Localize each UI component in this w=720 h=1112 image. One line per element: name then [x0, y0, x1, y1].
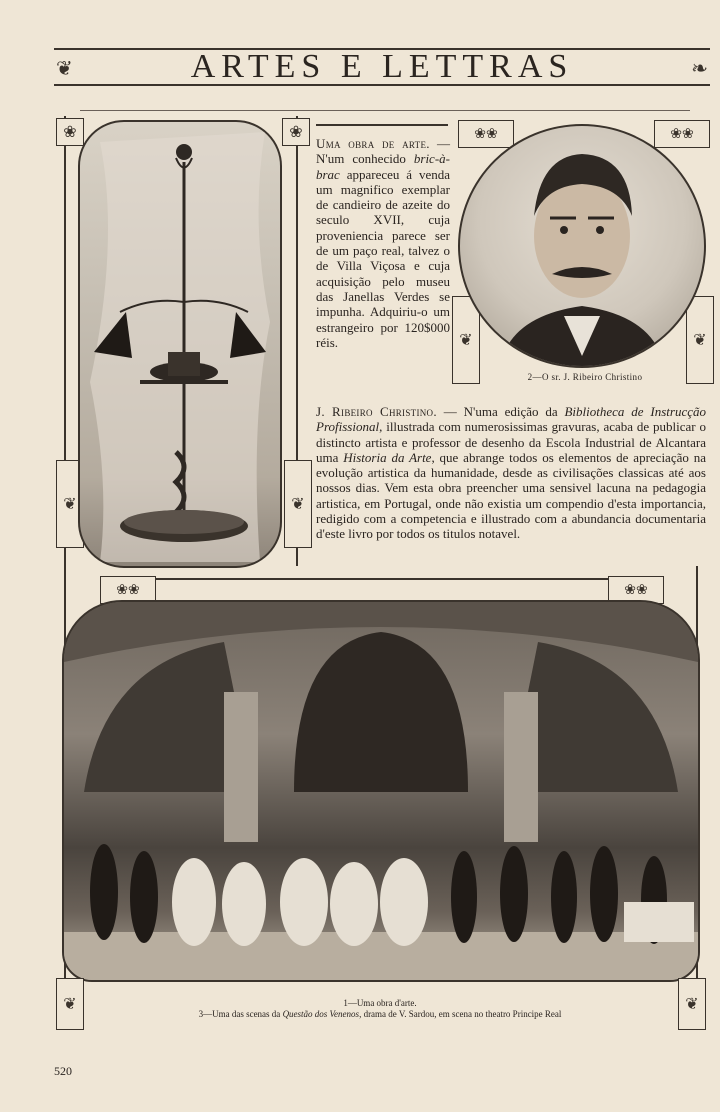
- article-body: appareceu á venda um magnifico exemplar de candieiro de azeite do seculo XVII, cuja proveniencia parece ser de um paço real, talvez o de Villa Viçosa e cuja acquisição pelo museu das Janellas Verdes se impunha. Adquiriu-o um estrangeiro por 120$000 réis.: [316, 166, 450, 350]
- caption-text: , drama de V. Sardou, em scena no theatro Principe Real: [359, 1009, 562, 1019]
- caption-text: 3—Uma das scenas da: [198, 1009, 283, 1019]
- theatre-stage-illustration: [64, 602, 698, 980]
- masthead-decorative-band: [80, 84, 690, 111]
- portrait-photograph: [458, 124, 706, 368]
- corner-ornament-icon: ❀❀: [608, 576, 664, 604]
- portrait-illustration: [460, 126, 704, 366]
- side-ornament-icon: ❦: [686, 296, 714, 384]
- lamp-photograph: [78, 120, 282, 568]
- corner-ornament-icon: ❀❀: [654, 120, 710, 148]
- article-body: — N'uma edição da: [436, 404, 565, 419]
- frame-rule-top: [100, 578, 660, 580]
- caption-play-title: Questão dos Venenos: [282, 1009, 360, 1019]
- article-body-italic: Bibliotheca de Instrucção Profissional: [316, 404, 706, 435]
- side-ornament-icon: ❦: [678, 978, 706, 1030]
- page-number: 520: [54, 1064, 72, 1078]
- theatre-scene-photograph: [62, 600, 700, 982]
- article-heading: Uma obra de arte.: [316, 136, 430, 151]
- portrait-caption: 2—O sr. J. Ribeiro Christino: [527, 372, 643, 382]
- corner-ornament-icon: ❀: [56, 118, 84, 146]
- side-ornament-icon: ❦: [284, 460, 312, 548]
- article-body: , illustrada com numerosissimas gravuras, acaba de publicar o distincto artista e professor de desenho da Escola Industrial de Alcantara uma: [316, 419, 706, 465]
- article-body: , que abrange todos os elementos de apreciação na evolução artistica da humanidade, desde as civilisações classicas até aos nossos dias. Vem esta obra preencher uma sensivel lacuna na pedagogia artistica, em Portugal, onde não existia um compendio d'esta importancia, redigido com a competencia e illustrado com a abundancia documentaria d'este livro por todos os titulos notavel.: [316, 449, 706, 542]
- scroll-ornament-right-icon: ❧: [691, 58, 708, 80]
- article-body-italic: bric-à-brac: [316, 151, 450, 182]
- scroll-ornament-left-icon: ❦: [56, 58, 73, 80]
- corner-ornament-icon: ❀: [282, 118, 310, 146]
- figure-captions: [90, 998, 670, 1020]
- caption-theatre: [90, 1009, 670, 1020]
- article-body-italic: Historia da Arte: [343, 449, 432, 465]
- column-top-rule: [316, 124, 448, 126]
- side-ornament-icon: ❦: [56, 978, 84, 1030]
- side-ornament-icon: ❦: [56, 460, 84, 548]
- article-heading: J. Ribeiro Christino.: [316, 404, 437, 419]
- article-ribeiro-christino: [316, 404, 706, 542]
- article-body: — N'um conhecido: [316, 136, 450, 167]
- side-ornament-icon: ❦: [452, 296, 480, 384]
- caption-lamp: 1—Uma obra d'arte.: [343, 998, 417, 1008]
- corner-ornament-icon: ❀❀: [100, 576, 156, 604]
- oil-lamp-illustration: [80, 122, 280, 566]
- masthead: [54, 48, 710, 86]
- corner-ornament-icon: ❀❀: [458, 120, 514, 148]
- article-obra-de-arte: [316, 136, 450, 350]
- page-title: ARTES E LETTRAS: [190, 48, 574, 85]
